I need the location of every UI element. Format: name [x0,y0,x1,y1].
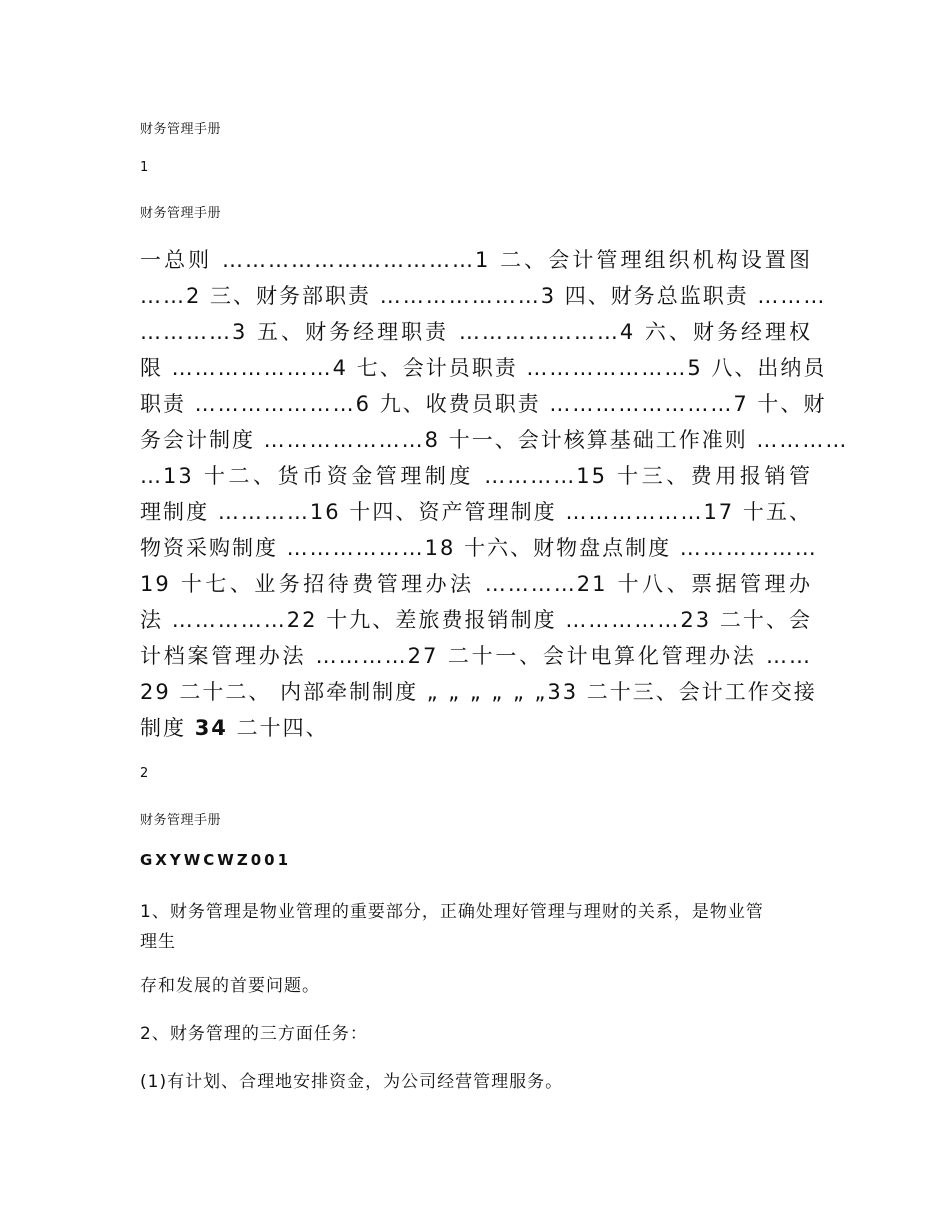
toc-line: …13 十二、货币资金管理制度 …………15 十三、费用报销管 [140,464,812,488]
toc-line: 29 二十二、 内部牵制制度 „ „ „ „ „ „33 二十三、会计工作交接 [140,680,817,704]
toc-line: 理制度 …………16 十四、资产管理制度 ………………17 十五、 [140,500,812,524]
toc-line: 职责 …………………6 九、收费员职责 ……………………7 十、财 [140,392,827,416]
toc-text: 制度 [140,716,195,740]
paragraph-text: 理生 [140,932,176,952]
table-of-contents [140,242,849,746]
toc-line: 限 …………………4 七、会计员职责 …………………5 八、出纳员 [140,356,827,380]
page-number: 1 [140,160,149,175]
toc-line: 务会计制度 …………………8 十一、会计核算基础工作准则 ………… [140,428,849,452]
toc-line: 19 十七、业务招待费管理办法 …………21 十八、票据管理办 [140,572,812,596]
toc-line: 法 ……………22 十九、差旅费报销制度 ……………23 二十、会 [140,608,812,632]
paragraph-text: (1)有计划、合理地安排资金，为公司经营管理服务。 [140,1072,564,1092]
toc-text: 二十四、 [227,716,329,740]
paragraph-text: 2、财务管理的三方面任务： [140,1024,368,1044]
toc-line-last [140,710,812,746]
toc-line: 一总则 ……………………………1 二、会计管理组织机构设置图 [140,248,812,272]
page-number: 2 [140,766,149,781]
toc-line: ……2 三、财务部职责 …………………3 四、财务总监职责 ……… [140,284,827,308]
paragraph-text: 存和发展的首要问题。 [140,976,320,996]
page-header: 财务管理手册 [140,122,222,137]
page-header: 财务管理手册 [140,206,222,221]
toc-line: 计档案管理办法 …………27 二十一、会计电算化管理办法 …… [140,644,812,668]
document-code: GXYWCWZ001 [140,851,292,869]
toc-page-number: 34 [194,716,228,740]
toc-line: 物资采购制度 ………………18 十六、财物盘点制度 ……………… [140,536,818,560]
toc-line: …………3 五、财务经理职责 …………………4 六、财务经理权 [140,320,812,344]
paragraph-text: 1、财务管理是物业管理的重要部分，正确处理好管理与理财的关系，是物业管 [140,902,764,922]
page-header: 财务管理手册 [140,813,222,828]
